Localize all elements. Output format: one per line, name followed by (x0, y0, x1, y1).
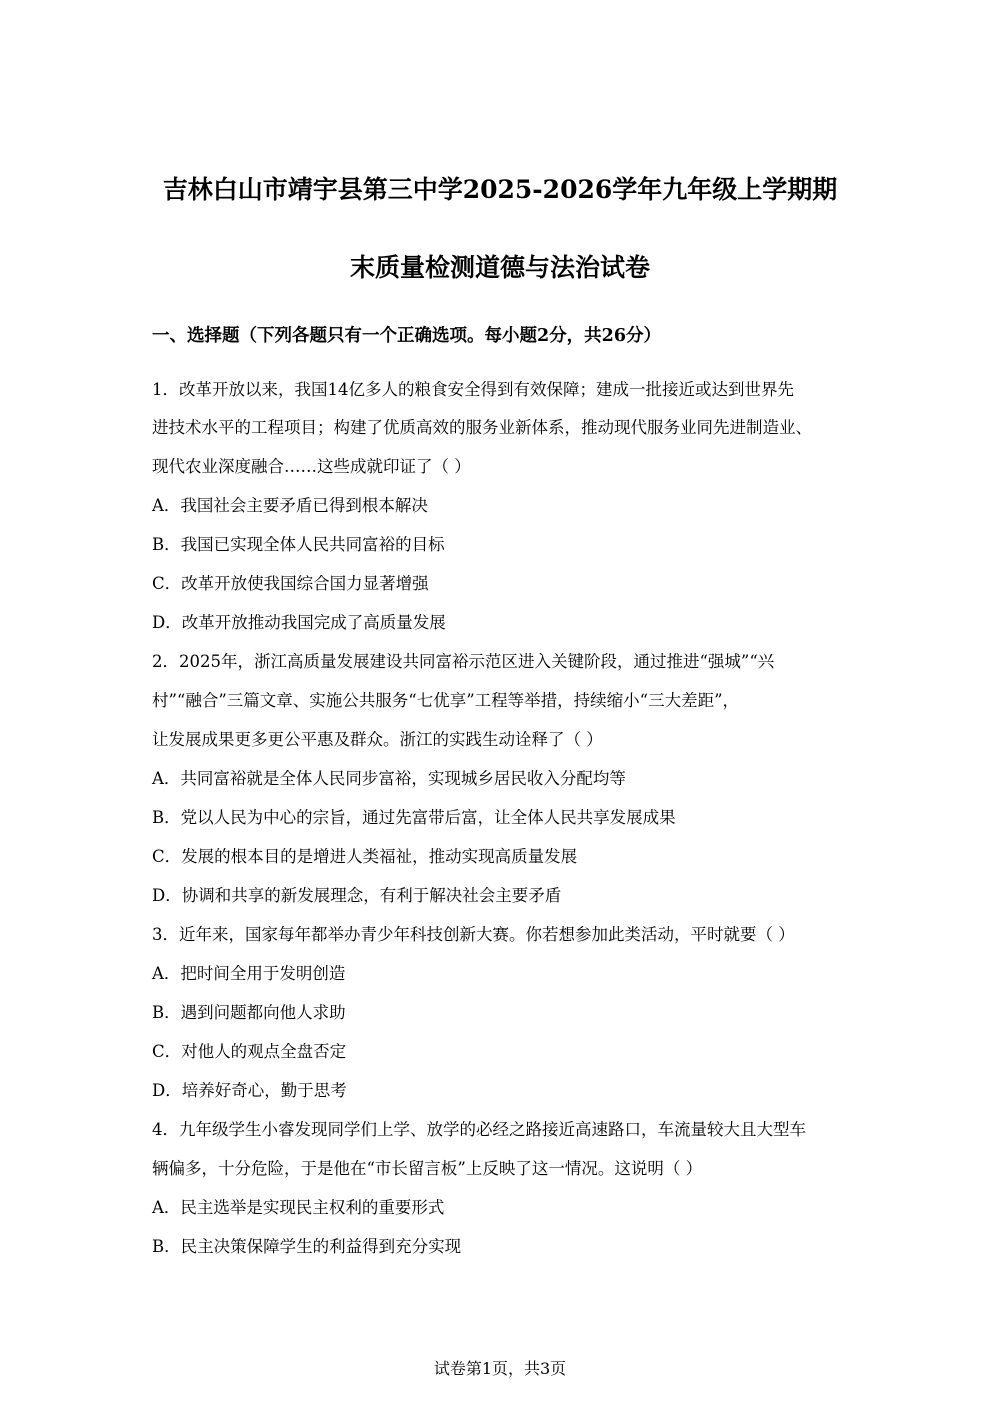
question-2-option-c: C．发展的根本目的是增进人类福祉，推动实现高质量发展 (152, 847, 578, 866)
question-3-option-c: C．对他人的观点全盘否定 (152, 1042, 347, 1061)
page-footer-page-number: 试卷第1页，共3页 (433, 1359, 567, 1378)
question-2-stem-line-3: 让发展成果更多更公平惠及群众。浙江的实践生动诠释了（ ） (152, 730, 603, 749)
question-3-option-d: D．培养好奇心，勤于思考 (152, 1081, 347, 1100)
question-1-option-c: C．改革开放使我国综合国力显著增强 (152, 574, 429, 593)
question-4-option-b: B．民主决策保障学生的利益得到充分实现 (152, 1237, 462, 1256)
question-3-option-a: A．把时间全用于发明创造 (152, 964, 346, 983)
question-3-stem-line-1: 3．近年来，国家每年都举办青少年科技创新大赛。你若想参加此类活动，平时就要（ ） (152, 925, 795, 944)
document-title-line-1: 吉林白山市靖宇县第三中学2025-2026学年九年级上学期期 (162, 175, 838, 204)
section-heading-multiple-choice: 一、选择题（下列各题只有一个正确选项。每小题2分，共26分） (152, 326, 662, 346)
question-1-stem-line-1: 1．改革开放以来，我国14亿多人的粮食安全得到有效保障；建成一批接近或达到世界先 (152, 380, 794, 399)
question-1-option-d: D．改革开放推动我国完成了高质量发展 (152, 613, 446, 632)
question-2-option-b: B．党以人民为中心的宗旨，通过先富带后富，让全体人民共享发展成果 (152, 808, 676, 827)
question-2-option-d: D．协调和共享的新发展理念，有利于解决社会主要矛盾 (152, 886, 562, 905)
question-4-option-a: A．民主选举是实现民主权利的重要形式 (152, 1198, 445, 1217)
question-3-option-b: B．遇到问题都向他人求助 (152, 1003, 346, 1022)
question-4-stem-line-2: 辆偏多，十分危险，于是他在“市长留言板”上反映了这一情况。这说明（ ） (152, 1159, 703, 1178)
question-2-option-a: A．共同富裕就是全体人民同步富裕，实现城乡居民收入分配均等 (152, 769, 626, 788)
question-1-option-b: B．我国已实现全体人民共同富裕的目标 (152, 535, 445, 554)
question-2-stem-line-1: 2．2025年，浙江高质量发展建设共同富裕示范区进入关键阶段，通过推进“强城”“兴 (152, 652, 775, 671)
question-1-stem-line-3: 现代农业深度融合……这些成就印证了（ ） (152, 457, 471, 476)
question-1-stem-line-2: 进技术水平的工程项目；构建了优质高效的服务业新体系，推动现代服务业同先进制造业、 (152, 418, 812, 437)
question-2-stem-line-2: 村”“融合”三篇文章、实施公共服务“七优享”工程等举措，持续缩小“三大差距”， (152, 691, 740, 710)
document-title-line-2: 末质量检测道德与法治试卷 (349, 253, 650, 282)
question-1-option-a: A．我国社会主要矛盾已得到根本解决 (152, 496, 428, 515)
question-4-stem-line-1: 4．九年级学生小睿发现同学们上学、放学的必经之路接近高速路口，车流量较大且大型车 (152, 1120, 806, 1139)
